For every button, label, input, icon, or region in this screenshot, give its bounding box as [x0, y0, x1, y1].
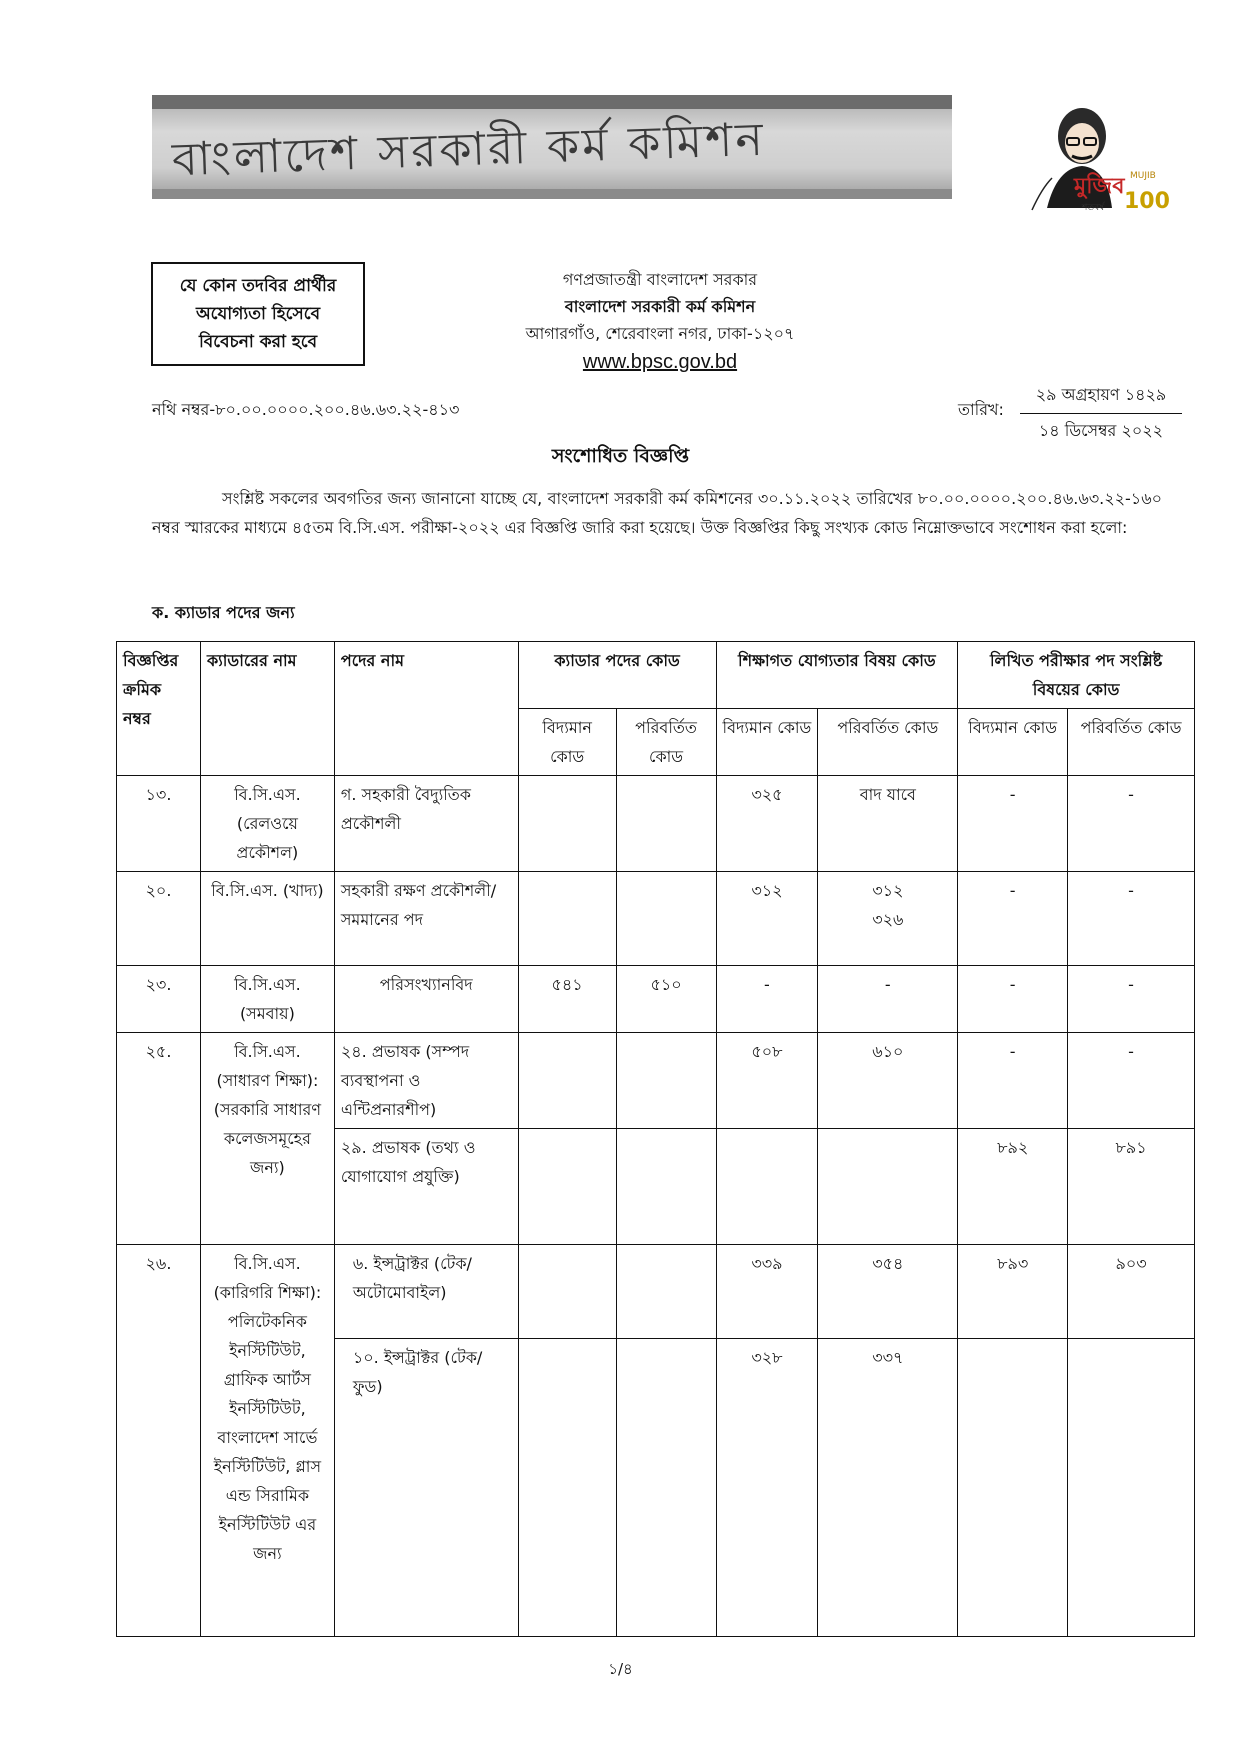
cell-written-new	[1068, 1339, 1195, 1637]
warning-line-3: বিবেচনা করা হবে	[198, 332, 318, 352]
cell-written-old: ৮৯২	[958, 1129, 1068, 1245]
notice-title: সংশোধিত বিজ্ঞপ্তি	[551, 445, 690, 467]
cell-post: ২৯. প্রভাষক (তথ্য ও যোগাযোগ প্রযুক্তি)	[334, 1129, 518, 1245]
table-header-row	[117, 642, 1195, 709]
cell-post: গ. সহকারী বৈদ্যুতিক প্রকৌশলী	[334, 776, 518, 872]
cell-serial: ২৬.	[117, 1245, 201, 1637]
mujib-100-logo	[1012, 98, 1170, 216]
organization-header	[460, 266, 860, 376]
cell-edu-new	[818, 872, 958, 966]
subheader-written-changed: পরিবর্তিত কোড	[1068, 709, 1195, 776]
cell-serial: ১৩.	[117, 776, 201, 872]
cell-written-new: -	[1068, 1033, 1195, 1129]
cell-edu-old: ৫০৮	[716, 1033, 818, 1129]
banner-bottom-stripe	[152, 189, 952, 199]
header-written-code: লিখিত পরীক্ষার পদ সংশ্লিষ্ট বিষয়ের কোড	[958, 642, 1195, 709]
header-post: পদের নাম	[334, 642, 518, 776]
logo-text-100: 100	[1124, 189, 1170, 214]
cell-edu-old	[716, 1129, 818, 1245]
code-revision-table	[116, 641, 1195, 1637]
cell-cadre-old: ৫৪১	[518, 966, 616, 1033]
subheader-edu-existing: বিদ্যমান কোড	[716, 709, 818, 776]
website-link[interactable]: www.bpsc.gov.bd	[582, 351, 738, 373]
table-row	[117, 1245, 1195, 1339]
cell-written-new: -	[1068, 872, 1195, 966]
page-number: ১/৪	[608, 1660, 633, 1678]
cell-cadre-old	[518, 872, 616, 966]
cell-post: সহকারী রক্ষণ প্রকৌশলী/ সমমানের পদ	[334, 872, 518, 966]
cell-edu-old: ৩১২	[716, 872, 818, 966]
cell-edu-old: ৩৩৯	[716, 1245, 818, 1339]
cell-edu-new: ৩৫৪	[818, 1245, 958, 1339]
table-row	[117, 872, 1195, 966]
section-heading: ক. ক্যাডার পদের জন্য	[152, 603, 295, 622]
header-cadre-code: ক্যাডার পদের কোড	[518, 642, 716, 709]
banner-text: বাংলাদেশ সরকারী কর্ম কমিশন	[171, 111, 767, 187]
cell-cadre-new	[616, 1033, 716, 1129]
cell-post: ২৪. প্রভাষক (সম্পদ ব্যবস্থাপনা ও এন্টিপ্রনারশীপ)	[334, 1033, 518, 1129]
subheader-written-existing: বিদ্যমান কোড	[958, 709, 1068, 776]
header-cadre: ক্যাডারের নাম	[200, 642, 334, 776]
notice-paragraph: সংশ্লিষ্ট সকলের অবগতির জন্য জানানো যাচ্ছে যে, বাংলাদেশ সরকারী কর্ম কমিশনের ৩০.১১.২০২২ তারিখের ৮০.০০.০০০০.২০০.৪৬.৬৩.২২-১৬০ নম্বর স্মারকের মাধ্যমে ৪৫তম বি.সি.এস. পরীক্ষা-২০২২ এর বিজ্ঞপ্তি জারি করা হয়েছে। উক্ত বিজ্ঞপ্তির কিছু সংখ্যক কোড নিম্নোক্তভাবে সংশোধন করা হলো:	[152, 489, 1162, 537]
cell-cadre-old	[518, 1033, 616, 1129]
cell-cadre-old	[518, 1129, 616, 1245]
cell-written-old: -	[958, 966, 1068, 1033]
logo-text-mujib: মুজিব	[1074, 174, 1125, 199]
commission-banner-image	[152, 95, 952, 199]
banner-top-stripe	[152, 95, 952, 109]
subheader-cadre-changed: পরিবর্তিত কোড	[616, 709, 716, 776]
cell-cadre: বি.সি.এস. (রেলওয়ে প্রকৌশল)	[200, 776, 334, 872]
govt-name: গণপ্রজাতন্ত্রী বাংলাদেশ সরকার	[562, 270, 758, 289]
warning-box	[151, 262, 365, 366]
commission-name: বাংলাদেশ সরকারী কর্ম কমিশন	[564, 297, 756, 316]
cell-cadre-new	[616, 1245, 716, 1339]
table-row	[117, 966, 1195, 1033]
commission-address: আগারগাঁও, শেরেবাংলা নগর, ঢাকা-১২০৭	[525, 324, 795, 343]
warning-line-2: অযোগ্যতা হিসেবে	[195, 304, 321, 324]
cell-post: ৬. ইন্সট্রাক্টর (টেক/অটোমোবাইল)	[334, 1245, 518, 1339]
logo-text-shotoborsho: শতবর্ষ	[1082, 203, 1105, 213]
cell-written-new: ৮৯১	[1068, 1129, 1195, 1245]
date-english: ১৪ ডিসেম্বর ২০২২	[1038, 421, 1164, 440]
cell-cadre-new: ৫১০	[616, 966, 716, 1033]
date-block	[1020, 382, 1182, 445]
date-bangla: ২৯ অগ্রহায়ণ ১৪২৯	[1020, 382, 1182, 414]
cell-edu-old: ৩২৫	[716, 776, 818, 872]
memo-number: নথি নম্বর-৮০.০০.০০০০.২০০.৪৬.৬৩.২২-৪১৩	[152, 400, 460, 419]
subheader-edu-changed: পরিবর্তিত কোড	[818, 709, 958, 776]
cell-cadre-new	[616, 1129, 716, 1245]
cell-edu-new: ৬১০	[818, 1033, 958, 1129]
warning-line-1: যে কোন তদবির প্রার্থীর	[179, 276, 337, 296]
cell-edu-new	[818, 1129, 958, 1245]
cell-post: ১০. ইন্সট্রাক্টর (টেক/ফুড)	[334, 1339, 518, 1637]
logo-text-latin: MUJIB	[1130, 171, 1156, 181]
cell-edu-old: -	[716, 966, 818, 1033]
cell-edu-new: ৩৩৭	[818, 1339, 958, 1637]
cell-cadre-new	[616, 872, 716, 966]
cell-edu-new-line-1: ৩১২	[872, 881, 904, 900]
cell-cadre: বি.সি.এস. (সমবায়)	[200, 966, 334, 1033]
cell-written-old	[958, 1339, 1068, 1637]
cell-written-old: -	[958, 776, 1068, 872]
cell-edu-new-line-2: ৩২৬	[872, 910, 904, 929]
header-edu-code: শিক্ষাগত যোগ্যতার বিষয় কোড	[716, 642, 958, 709]
table-row	[117, 1033, 1195, 1129]
cell-edu-new: -	[818, 966, 958, 1033]
cell-cadre-new	[616, 776, 716, 872]
date-label: তারিখ:	[958, 400, 1004, 419]
cell-cadre: বি.সি.এস. (সাধারণ শিক্ষা): (সরকারি সাধারণ কলেজসমূহের জন্য)	[200, 1033, 334, 1245]
cell-cadre-new	[616, 1339, 716, 1637]
cell-cadre-old	[518, 1339, 616, 1637]
cell-serial: ২০.	[117, 872, 201, 966]
cell-cadre: বি.সি.এস. (কারিগরি শিক্ষা): পলিটেকনিক ইনস্টিটিউট, গ্রাফিক আর্টস ইনস্টিটিউট, বাংলাদেশ সার্ভে ইনস্টিটিউট, গ্লাস এন্ড সিরামিক ইনস্টিটিউট এর জন্য	[200, 1245, 334, 1637]
header-serial: বিজ্ঞপ্তির ক্রমিক নম্বর	[117, 642, 201, 776]
cell-written-old: -	[958, 1033, 1068, 1129]
cell-edu-new: বাদ যাবে	[818, 776, 958, 872]
cell-serial: ২৫.	[117, 1033, 201, 1245]
cell-cadre-old	[518, 1245, 616, 1339]
cell-written-new: -	[1068, 776, 1195, 872]
cell-serial: ২৩.	[117, 966, 201, 1033]
cell-written-new: ৯০৩	[1068, 1245, 1195, 1339]
cell-edu-old: ৩২৮	[716, 1339, 818, 1637]
cell-written-old: ৮৯৩	[958, 1245, 1068, 1339]
cell-written-new: -	[1068, 966, 1195, 1033]
cell-post: পরিসংখ্যানবিদ	[334, 966, 518, 1033]
cell-cadre-old	[518, 776, 616, 872]
cell-cadre: বি.সি.এস. (খাদ্য)	[200, 872, 334, 966]
subheader-cadre-existing: বিদ্যমান কোড	[518, 709, 616, 776]
table-row	[117, 776, 1195, 872]
cell-written-old: -	[958, 872, 1068, 966]
